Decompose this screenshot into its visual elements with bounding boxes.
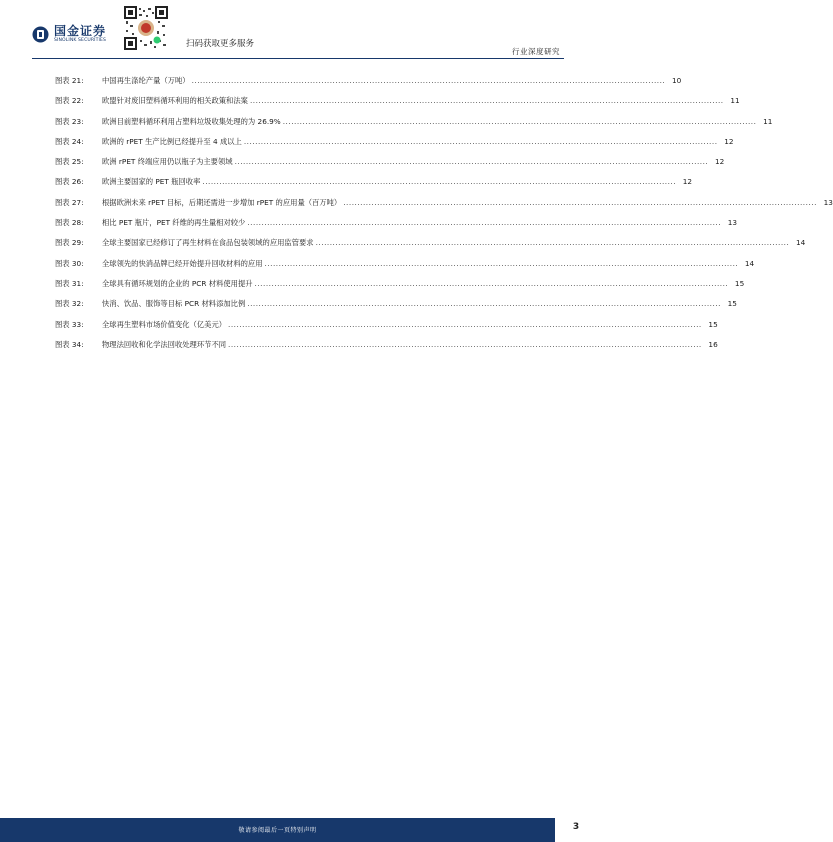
toc-page: 12: [724, 136, 734, 146]
toc-title: 欧洲的 rPET 生产比例已经提升至 4 成以上: [102, 136, 242, 146]
toc-title: 全球具有循环规划的企业的 PCR 材料使用提升: [102, 278, 253, 288]
toc-page: 13: [727, 218, 738, 228]
toc-row[interactable]: [55, 172, 693, 192]
toc-row[interactable]: [55, 233, 806, 253]
toc-page: 13: [823, 197, 833, 207]
toc-page: 15: [734, 278, 745, 288]
report-type: 行业深度研究: [512, 47, 560, 56]
toc-title: 全球领先的快消品牌已经开始提升回收材料的应用: [102, 258, 263, 268]
qr-code-icon[interactable]: [124, 6, 168, 50]
toc-label: 图表 32:: [55, 299, 84, 309]
toc-page: 16: [708, 339, 718, 349]
toc-leader: ........................................................................................................................................................................: [254, 278, 729, 288]
toc-leader: ........................................................................................................................................................................: [202, 177, 677, 187]
toc-label: 图表 29:: [55, 238, 84, 248]
toc-title: 快消、饮品、服饰等目标 PCR 材料添加比例: [102, 299, 246, 309]
toc-title: 全球主要国家已经修订了再生材料在食品包装领域的应用监管要求: [102, 238, 314, 248]
toc-title: 物理法回收和化学法回收处理环节不同: [102, 339, 227, 349]
toc-leader: ........................................................................................................................................................................: [247, 299, 721, 309]
brand-name-cn: 国金证券: [54, 24, 107, 38]
toc-page: 12: [714, 157, 725, 167]
toc-leader: ........................................................................................................................................................................: [228, 319, 702, 329]
toc-label: 图表 22:: [55, 96, 84, 106]
toc-leader: ........................................................................................................................................................................: [243, 136, 718, 146]
toc-row[interactable]: [55, 213, 738, 233]
page-header: [0, 0, 595, 62]
toc-page: 11: [730, 96, 740, 106]
toc-page: 14: [744, 258, 755, 268]
toc-row[interactable]: [55, 254, 755, 274]
toc-row[interactable]: [55, 274, 745, 294]
logo-icon: [32, 26, 49, 43]
toc-title: 中国再生涤纶产量（万吨）: [102, 76, 190, 85]
toc-title: 欧洲目前塑料循环利用占塑料垃圾收集处理的为 26.9%: [102, 116, 281, 126]
toc-page: 14: [795, 238, 806, 248]
toc-row[interactable]: [55, 132, 734, 152]
toc-row[interactable]: [55, 294, 737, 314]
toc-row[interactable]: [55, 193, 833, 213]
toc-leader: ........................................................................................................................................................................: [249, 96, 724, 106]
toc-leader: ........................................................................................................................................................................: [191, 76, 666, 85]
toc-label: 图表 28:: [55, 218, 84, 228]
scan-qr-label: 扫码获取更多服务: [186, 39, 255, 49]
toc-row[interactable]: [55, 315, 718, 335]
toc-page: 12: [682, 177, 693, 187]
toc-label: 图表 26:: [55, 177, 84, 187]
toc-row[interactable]: [55, 335, 718, 355]
footer-bar: [0, 818, 555, 842]
toc-row[interactable]: [55, 71, 682, 91]
toc-title: 根据欧洲未来 rPET 目标，后期还需进一步增加 rPET 的应用量（百万吨）: [102, 197, 342, 207]
toc-label: 图表 30:: [55, 258, 84, 268]
figure-index: [55, 71, 833, 355]
toc-leader: ........................................................................................................................................................................: [282, 116, 757, 126]
toc-leader: ........................................................................................................................................................................: [234, 157, 709, 167]
toc-leader: ........................................................................................................................................................................: [315, 238, 790, 248]
toc-row[interactable]: [55, 152, 725, 172]
page-number: 3: [572, 822, 580, 832]
brand-logo: [32, 25, 106, 44]
toc-label: 图表 24:: [55, 136, 84, 146]
toc-title: 欧盟针对废旧塑料循环利用的相关政策和法案: [102, 96, 248, 106]
footer-disclaimer: 敬请参阅最后一页特别声明: [238, 827, 317, 834]
toc-page: 10: [671, 76, 682, 85]
toc-page: 15: [727, 299, 737, 309]
toc-leader: ........................................................................................................................................................................: [264, 258, 739, 268]
toc-title: 全球再生塑料市场价值变化（亿美元）: [102, 319, 227, 329]
toc-title: 欧洲主要国家的 PET 瓶回收率: [102, 177, 201, 187]
toc-label: 图表 25:: [55, 157, 84, 167]
toc-leader: ........................................................................................................................................................................: [343, 197, 817, 207]
toc-label: 图表 33:: [55, 319, 84, 329]
toc-page: 11: [763, 116, 773, 126]
toc-leader: ........................................................................................................................................................................: [247, 218, 722, 228]
toc-label: 图表 23:: [55, 116, 84, 126]
toc-row[interactable]: [55, 91, 740, 111]
toc-row[interactable]: [55, 112, 773, 132]
toc-label: 图表 34:: [55, 339, 84, 349]
header-divider: [32, 58, 564, 59]
toc-label: 图表 31:: [55, 278, 84, 288]
toc-page: 15: [708, 319, 718, 329]
toc-title: 相比 PET 瓶片，PET 纤维的再生量相对较少: [102, 218, 246, 228]
brand-name-en: SINOLINK SECURITIES: [54, 38, 106, 43]
toc-label: 图表 21:: [55, 76, 84, 85]
toc-leader: ........................................................................................................................................................................: [228, 339, 702, 349]
toc-title: 欧洲 rPET 终端应用仍以瓶子为主要领域: [102, 157, 233, 167]
toc-label: 图表 27:: [55, 197, 84, 207]
